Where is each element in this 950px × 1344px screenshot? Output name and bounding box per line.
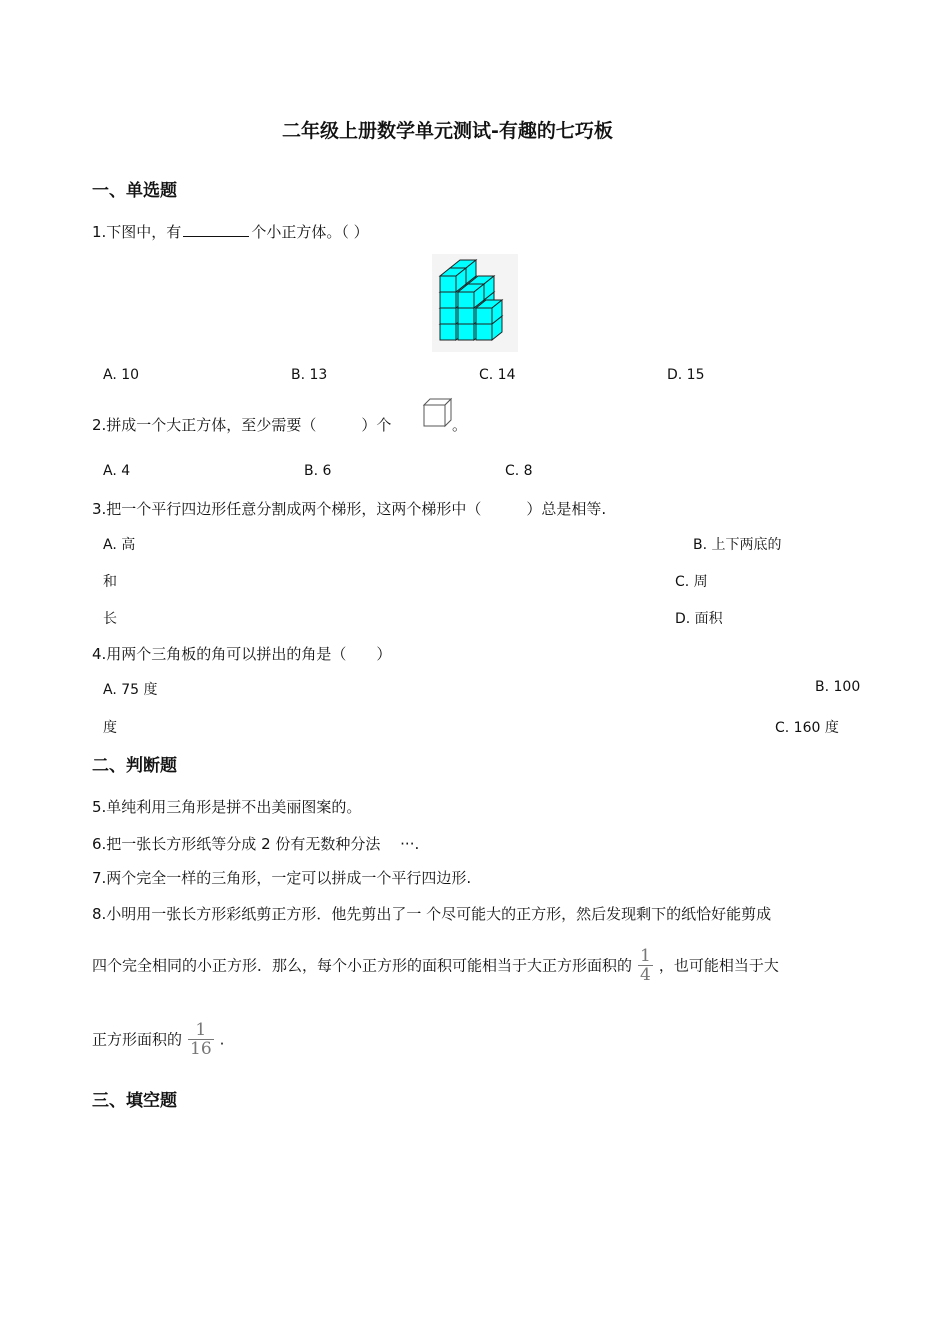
q3-option-c[interactable]: C. 周	[675, 574, 708, 590]
fraction-denominator: 4	[640, 965, 651, 985]
q3-option-d[interactable]: D. 面积	[675, 611, 723, 627]
stacked-cubes-figure	[432, 254, 518, 352]
q3-option-b-cont: 和	[103, 574, 117, 590]
cube-face	[440, 292, 456, 308]
question-7-text: 7.两个完全一样的三角形，一定可以拼成一个平行四边形.	[92, 869, 472, 887]
q4-option-a[interactable]: A. 75 度	[103, 682, 158, 698]
q3-option-a[interactable]: A. 高	[103, 537, 136, 553]
question-8-line-1: 8.小明用一张长方形彩纸剪正方形．他先剪出了一 个尽可能大的正方形，然后发现剩下的纸恰好能剪成	[92, 905, 772, 923]
question-4-text: 4.用两个三角板的角可以拼出的角是（ ）	[92, 645, 392, 663]
fraction-one-quarter	[638, 948, 653, 984]
q1-option-d[interactable]: D. 15	[667, 367, 705, 383]
q2-option-c[interactable]: C. 8	[505, 463, 533, 479]
q3-option-b[interactable]: B. 上下两底的	[693, 537, 782, 553]
q2-option-b[interactable]: B. 6	[304, 463, 332, 479]
cube-face	[458, 324, 474, 340]
unit-cube-icon	[421, 396, 453, 428]
q2-option-a[interactable]: A. 4	[103, 463, 131, 479]
question-2-text-pre: 2.拼成一个大正方体，至少需要（ ）个	[92, 416, 392, 434]
fraction-numerator: 1	[195, 1020, 207, 1040]
cube-face	[440, 308, 456, 324]
cube-face	[440, 276, 456, 292]
cube-face	[440, 324, 456, 340]
section-heading-fill-in: 三、填空题	[92, 1091, 177, 1111]
cube-face	[458, 292, 474, 308]
question-6-text: 6.把一张长方形纸等分成 2 份有无数种分法 ···.	[92, 835, 420, 853]
fraction-one-sixteenth	[188, 1022, 214, 1058]
question-8-line-2	[92, 948, 779, 984]
question-8-line-3-text: 正方形面积的	[92, 1030, 183, 1049]
fraction-denominator: 16	[190, 1039, 212, 1059]
q4-option-c[interactable]: C. 160 度	[775, 720, 839, 736]
question-5-text: 5.单纯利用三角形是拼不出美丽图案的。	[92, 798, 362, 816]
question-8-line-2-text: 四个完全相同的小正方形．那么，每个小正方形的面积可能相当于大正方形面积的	[92, 956, 633, 975]
question-2-text-post: 。	[452, 416, 468, 434]
answer-blank	[183, 222, 249, 237]
page-title: 二年级上册数学单元测试-有趣的七巧板	[282, 120, 613, 142]
cube-face	[476, 308, 492, 324]
question-1-text-pre: 1.下图中，有	[92, 223, 182, 241]
question-8-line-3	[92, 1022, 224, 1058]
question-8-line-2-tail: ，也可能相当于大	[658, 956, 779, 975]
question-8-line-3-tail: .	[219, 1030, 225, 1049]
question-1-text-post: 个小正方体。（ ）	[251, 223, 369, 241]
section-heading-single-choice: 一、单选题	[92, 181, 177, 201]
q4-option-b[interactable]: B. 100	[815, 679, 861, 695]
q1-option-b[interactable]: B. 13	[291, 367, 328, 383]
cube-face	[476, 324, 492, 340]
q4-option-b-cont: 度	[103, 720, 117, 736]
q1-option-a[interactable]: A. 10	[103, 367, 140, 383]
cube-face	[458, 308, 474, 324]
question-2	[92, 414, 391, 435]
question-3-text: 3.把一个平行四边形任意分割成两个梯形，这两个梯形中（ ）总是相等.	[92, 500, 607, 518]
q1-option-c[interactable]: C. 14	[479, 367, 516, 383]
fraction-numerator: 1	[640, 946, 651, 966]
q3-option-c-cont: 长	[103, 611, 117, 627]
section-heading-true-false: 二、判断题	[92, 756, 177, 776]
question-1	[92, 221, 369, 242]
